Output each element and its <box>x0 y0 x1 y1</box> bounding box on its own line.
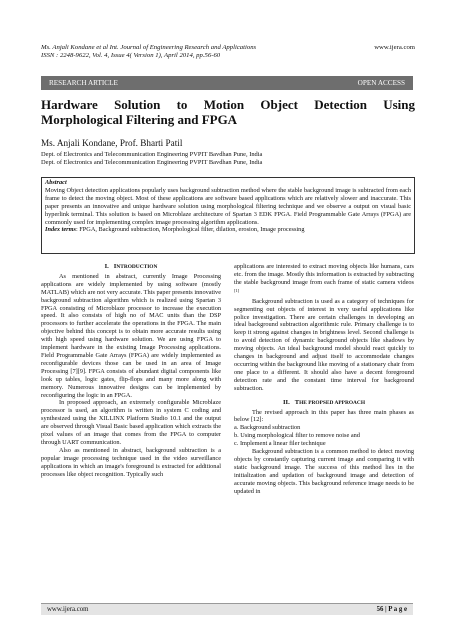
sec2-paragraph-1: The revised approach in this paper has three main phases as below [12]: <box>234 408 414 424</box>
list-item: c. Implement a linear filer technique <box>234 440 326 448</box>
intro-paragraph-3: Also as mentioned in abstract, background subtraction is a popular image processing technique used in the video surveillance applications in which an image's foreground is extracted for additional processes like object recognition. Typically such <box>41 446 221 478</box>
abstract-box <box>41 177 415 254</box>
list-item: b. Using morphological filter to remove noise and <box>234 432 360 440</box>
citation-line-2: ISSN : 2248-9622, Vol. 4, Issue 4( Version 1), April 2014, pp.56-60 <box>41 52 221 60</box>
section-heading-proposed-approach <box>234 399 414 408</box>
authors: Ms. Anjali Kondane, Prof. Bharti Patil <box>41 138 183 148</box>
abstract-label: Abstract <box>45 179 67 186</box>
right-paragraph-1-text: applications are interested to extract moving objects like humans, cars etc. from the image. Mostly this information is extracted by subtracting the stable background image from each frame of static camera videos <box>234 263 414 286</box>
affiliation-1: Dept. of Electronics and Telecommunication Engineering PVPIT Bavdhan Pune, India <box>41 151 263 158</box>
intro-paragraph-1: As mentioned in abstract, currently Image Processing applications are widely implemented by using software (mostly MATLAB) which are not very accurate. This paper presents innovative background subtraction algorithm which is realized using Spartan 3 FPGA consisting of Microblaze processor to increase the execution speed. It also consists of high no of MAC units than the DSP processors to further accelerate the operations in the FPGA. The main objective behind this concept is to obtain more accurate results using with high speed using hardware solution. We are using FPGA to implement hardware in the existing Image Processing applications. Field Programmable Gate Arrays (FPGA) are widely implemented as reconfigurable devices those can be used in an area of Image Processing [7][9]. FPGA consists of abundant digital components like look up tables, logic gates, flip-flops and many more along with memory. Numerous innovative designs can be implemented by reconfiguring the logic in an FPGA. <box>41 272 221 399</box>
index-terms-label: Index terms <box>45 226 76 234</box>
list-item: a. Background subtraction <box>234 424 301 432</box>
title-word: Motion <box>203 97 245 112</box>
index-terms <box>45 226 411 234</box>
title-word: Solution <box>114 97 161 112</box>
section-number: II. <box>282 398 290 406</box>
journal-website[interactable]: www.ijera.com <box>374 44 415 51</box>
left-column <box>41 263 221 478</box>
affiliation-2: Dept. of Electronics and Telecommunication Engineering PVPIT Bavdhan Pune, India <box>41 159 263 166</box>
open-access-label: OPEN ACCESS <box>357 79 405 87</box>
title-word: Detection <box>314 97 367 112</box>
sec2-paragraph-2: Background subtraction is a common method to detect moving objects by constantly capturing current image and comparing it with static background image. The success of this method lies in the initialization and updation of background image and detection of accurate moving objects. This background reference image needs to be updated in <box>234 448 414 495</box>
affiliations <box>41 151 262 167</box>
right-column <box>234 263 414 495</box>
intro-paragraph-2: In proposed approach, an extremely configurable Microblaze processor is used, an algorithm is written in system C coding and synthesized using the XILLINX Platform Studio 10.1 and the output are observed through Visual Basic based application which extracts the pixel values of an image that comes from the FPGA to computer through UART communication. <box>41 399 221 446</box>
citation-ref: [1] <box>234 287 240 293</box>
title-word: Using <box>383 97 415 112</box>
research-article-label: RESEARCH ARTICLE <box>49 79 118 87</box>
title-word: to <box>176 97 188 112</box>
heading-part: PPROACH <box>338 399 366 406</box>
heading-part: HE <box>299 399 309 406</box>
right-paragraph-2: Background subtraction is used as a category of techniques for segmenting out objects of interest in very useful applications like police investigation. There are certain challenges in developing an ideal background subtraction algorithmic rule. Primary challenge is to keep it strong against changes in brightness level. Second challenge is to avoid detection of dynamic background objects like shadows by moving objects. An ideal background model should react quickly to changes in background and adjust itself to accommodate changes occurring within the background like moving of a stationary chair from one place to a different. It should also have a decent foreground detection rate and the constant time interval for background subtraction. <box>234 297 414 392</box>
citation-line-1: Ms. Anjali Kondane et al Int. Journal of Engineering Research and Applications <box>41 44 257 51</box>
heading-rest: NTRODUCTION <box>116 264 158 270</box>
paper-title <box>41 97 415 127</box>
heading-part: PROPSED A <box>308 399 339 406</box>
article-type-banner <box>41 76 413 90</box>
heading-part: T <box>294 398 300 406</box>
title-word: Hardware <box>41 97 98 112</box>
heading-initial: I <box>113 263 117 270</box>
page-number: 56 | P a g e <box>376 606 407 613</box>
page-footer <box>41 603 413 615</box>
section-heading-introduction <box>41 263 221 272</box>
journal-header <box>41 44 415 61</box>
index-terms-text: : FPGA, Background subtraction, Morphological filter, dilation, erosion, Image processing <box>75 226 305 234</box>
title-word: Object <box>260 97 298 112</box>
right-paragraph-1 <box>234 263 414 298</box>
title-line-2: Morphological Filtering and FPGA <box>41 112 238 127</box>
footer-website[interactable]: www.ijera.com <box>47 606 89 613</box>
abstract-text: Moving Object detection applications popularly uses background subtraction method where the stable background image is subtracted from each frame to detect the moving object. Most of these applications are software based applications which are relatively slower and inaccurate. This paper presents an innovative and unique hardware solution using morphological filtering technique and we observe a output on visual basic hyperlink terminal. This solution is based on Microblaze architecture of Spartan 3 EDK FPGA. Field Programmable Gate Arrays (FPGA) are commonly used for implementing complex image processing algorithm applications. <box>45 186 411 226</box>
title-line-1 <box>41 97 415 112</box>
section-number: I. <box>104 263 109 270</box>
